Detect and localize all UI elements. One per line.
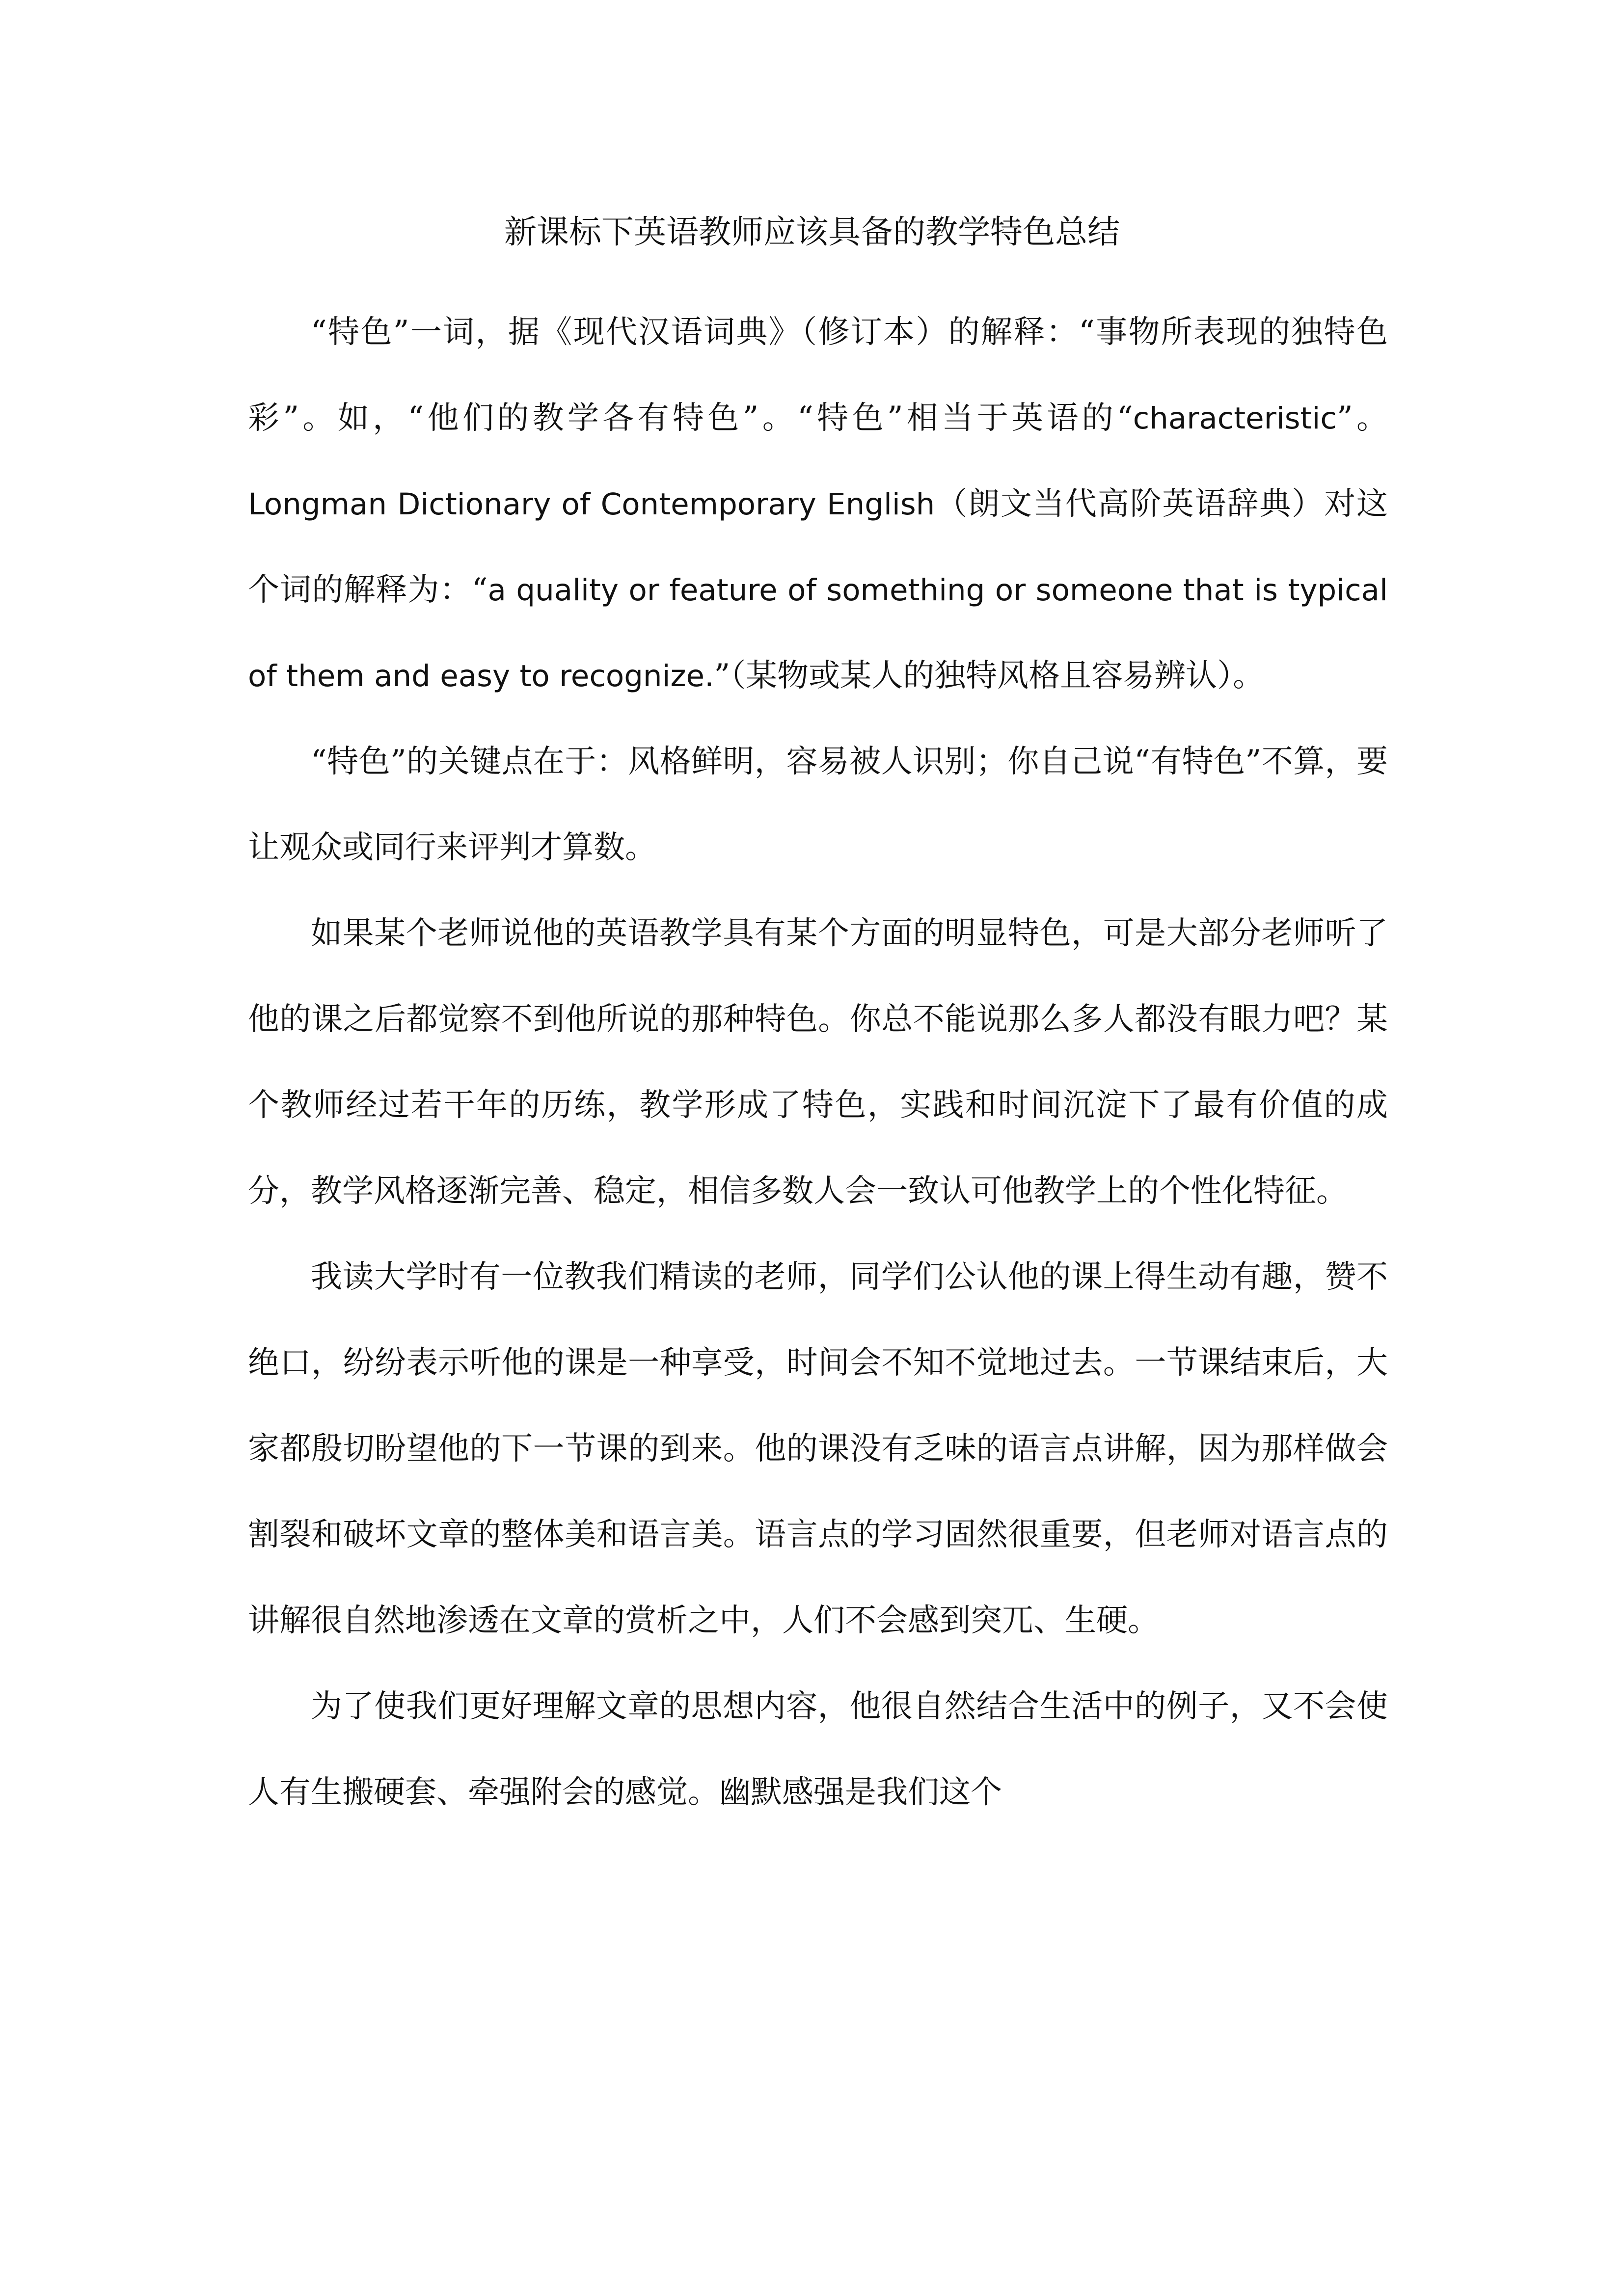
body-paragraph [248, 891, 1388, 1234]
chinese-text-segment: 如果某个老师说他的英语教学具有某个方面的明显特色，可是大部分老师听了他的课之后都觉察不到他所说的那种特色。你总不能说那么多人都没有眼力吧？某个教师经过若干年的历练，教学形成了特色，实践和时间沉淀下了最有价值的成分，教学风格逐渐完善、稳定，相信多数人会一致认可他教学上的个性化特征。 [248, 915, 1388, 1209]
body-paragraph [248, 719, 1388, 891]
body-paragraph [248, 1234, 1388, 1664]
chinese-text-segment: （朗文当代高阶英语辞典）对这个词的解释为：“ [248, 486, 1388, 608]
chinese-text-segment: “特色”一词，据《现代汉语词典》（修订本）的解释：“事物所表现的独特色彩”。如，“他们的教学各有特色”。“特色”相当于英语的“ [248, 314, 1388, 436]
chinese-text-segment: ”（某物或某人的独特风格且容易辨认）。 [714, 658, 1265, 694]
document-title: 新课标下英语教师应该具备的教学特色总结 [504, 213, 1120, 251]
document-body [248, 290, 1388, 1836]
chinese-text-segment: 我读大学时有一位教我们精读的老师，同学们公认他的课上得生动有趣，赞不绝口，纷纷表示听他的课是一种享受，时间会不知不觉地过去。一节课结束后，大家都殷切盼望他的下一节课的到来。他的课没有乏味的语言点讲解，因为那样做会割裂和破坏文章的整体美和语言美。语言点的学习固然很重要，但老师对语言点的讲解很自然地渗透在文章的赏析之中，人们不会感到突兀、生硬。 [248, 1259, 1388, 1639]
chinese-text-segment: 为了使我们更好理解文章的思想内容，他很自然结合生活中的例子，又不会使人有生搬硬套、牵强附会的感觉。幽默感强是我们这个 [248, 1688, 1388, 1811]
chinese-text-segment: “特色”的关键点在于：风格鲜明，容易被人识别；你自己说“有特色”不算，要让观众或同行来评判才算数。 [248, 744, 1388, 866]
body-paragraph [248, 290, 1388, 719]
english-text-segment: a quality or feature of something or someone that is typical of them and easy to recognize. [248, 573, 1388, 694]
english-text-segment: characteristic [1133, 401, 1337, 436]
body-paragraph [248, 1664, 1388, 1836]
chinese-text-segment: ”。 [1336, 400, 1388, 436]
english-text-segment: Longman Dictionary of Contemporary English [248, 487, 935, 522]
